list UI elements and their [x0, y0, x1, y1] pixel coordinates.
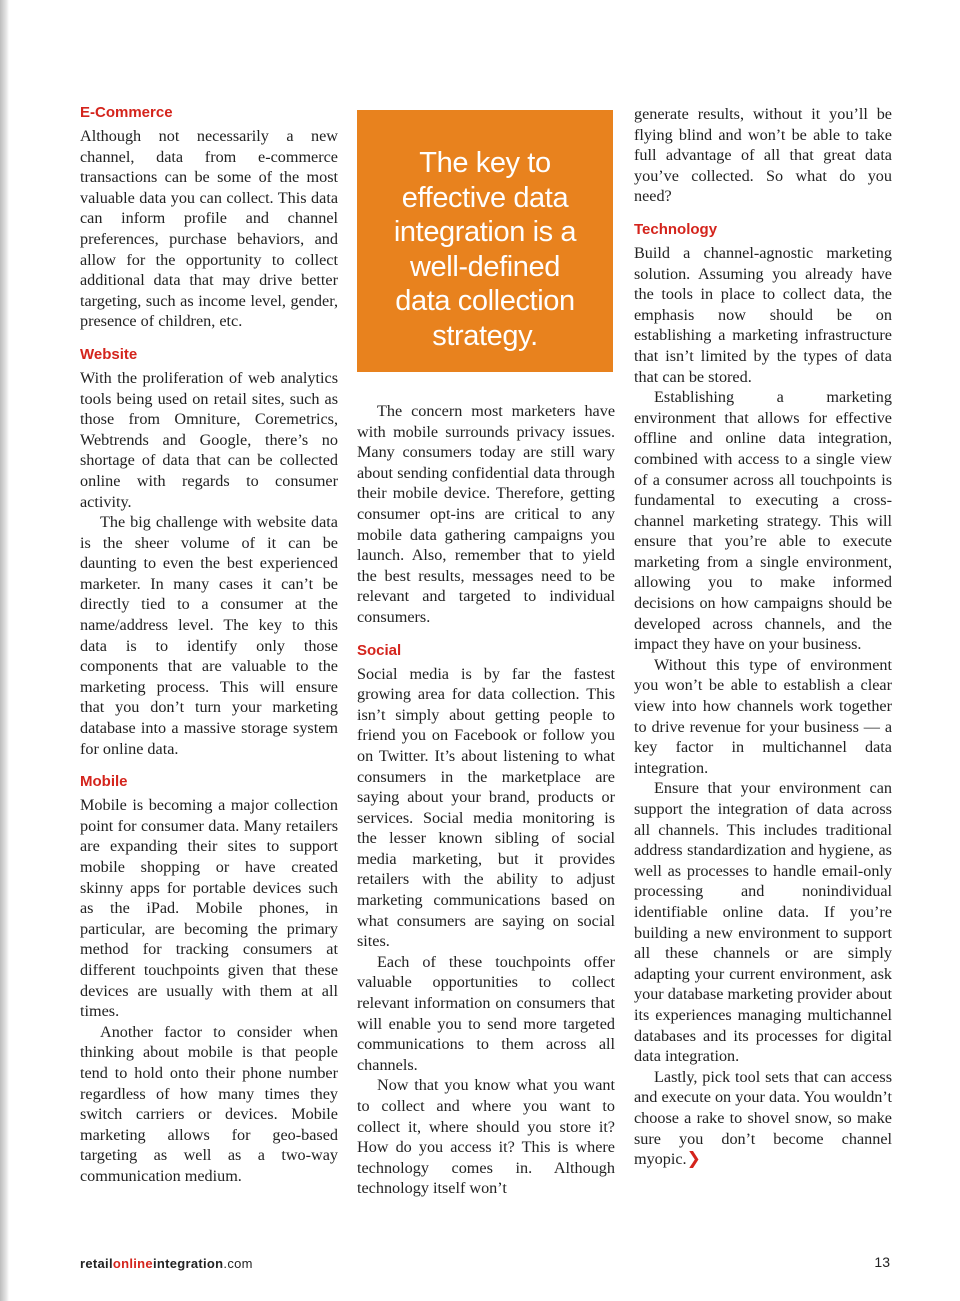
- paragraph-final: [634, 1067, 892, 1170]
- paragraph: Now that you know what you want to collect and where you want to collect it, where should you store it? How do you access it? This is where technology comes in. Although technology itself won’t: [357, 1076, 615, 1198]
- heading-social: Social: [357, 641, 402, 659]
- brand-integration: integration: [152, 1256, 224, 1271]
- pull-quote: The key to effective data integration is a well-defined data collection strategy.: [357, 110, 613, 372]
- heading-website: Website: [80, 345, 138, 363]
- heading-ecommerce: E-Commerce: [80, 104, 173, 121]
- paragraph: Although not necessarily a new channel, data from e-commerce transactions can be some of the most valuable data you can collect. This data can inform profile and channel preferences, purchase behaviors, and allow for the opportunity to collect additional data that may drive better targeting, such as income level, gender, presence of children, etc.: [80, 127, 338, 331]
- paragraph: Mobile is becoming a major collection point for consumer data. Many retailers are expanding their sites to support mobile shopping or have created skinny apps for portable devices such as the iPad. Mobile phones, in particular, are becoming the primary method for tracking consumers at different touchpoints given that these devices are usually with them at all times.: [80, 796, 338, 1021]
- paragraph: Without this type of environment you won’t be able to establish a clear view into how channels work together to drive revenue for your business — a key factor in multichannel data integration.: [634, 655, 892, 777]
- page-number: 13: [874, 1254, 890, 1270]
- paragraph: Social media is by far the fastest growing area for data collection. This isn’t simply about getting people to friend you on Facebook or follow you on Twitter. It’s about listening to what consumers in the marketplace are saying about your brand, products or services. Social media monitoring is the lesser known sibling of social media marketing, but it provides retailers with the ability to adjust marketing communications based on what consumers are saying on social sites.: [357, 664, 615, 951]
- paragraph: Ensure that your environment can support the integration of data across all channels. This includes traditional address standardization and hygiene, as well as processes to handle email-only processing and nonindividual identifiable online data. If you’re building a new environment to support all these channels or are simply adapting your current environment, ask your database marketing provider about its experiences managing multichannel databases and its processes for digital data integration.: [634, 779, 893, 1066]
- paragraph: Build a channel-agnostic marketing solution. Assuming you already have the tools in place to collect data, the emphasis now should be on establishing a marketing infrastructure that isn’t limited by the types of data that can be stored.: [634, 243, 892, 386]
- heading-mobile: Mobile: [80, 773, 128, 791]
- paragraph: generate results, without it you’ll be flying blind and won’t be able to take full advantage of all that great data you’ve collected. So what do you need?: [634, 105, 892, 206]
- paragraph: The big challenge with website data is the sheer volume of it can be daunting to even the best experienced marketer. In many cases it can’t be directly tied to a consumer at the name/address level. The key to this data is to identify only those components that are valuable to the marketing process. This will ensure that you don’t turn your marketing database into a massive storage system for online data.: [80, 513, 338, 758]
- column-1: [80, 104, 338, 1187]
- paragraph: With the proliferation of web analytics tools being used on retail sites, such as those from Omniture, Coremetrics, Webtrends and Google, there’s no shortage of data that can be collected online with regards to consumer activity.: [80, 368, 338, 511]
- page-binding-shadow: [0, 0, 9, 1301]
- end-of-article-icon: ❯: [686, 1149, 701, 1169]
- footer-brand: [80, 1256, 253, 1271]
- brand-online: online: [112, 1256, 153, 1271]
- brand-suffix: .com: [223, 1256, 253, 1271]
- paragraph: The concern most marketers have with mobile surrounds privacy issues. Many consumers today are still wary about sending confidential data through their mobile device. Therefore, getting consumer opt-ins are critical to any mobile data gathering campaigns you launch. Also, remember that to yield the best results, messages need to be relevant and targeted to individual consumers.: [357, 402, 615, 626]
- heading-technology: Technology: [634, 220, 718, 238]
- column-2: [357, 104, 615, 1199]
- column-3: [634, 104, 892, 1170]
- paragraph: Each of these touchpoints offer valuable opportunities to collect relevant information on consumers that will enable you to send more targeted communications to them across all channels.: [357, 952, 615, 1074]
- brand-retail: retail: [80, 1256, 113, 1271]
- paragraph: Another factor to consider when thinking about mobile is that people tend to hold onto their phone number regardless of how many times they switch carriers or devices. Mobile marketing allows for geo-based targeting as well as a two-way communication medium.: [80, 1022, 338, 1185]
- paragraph: Establishing a marketing environment that allows for effective offline and online data integration, combined with access to a single view of a consumer across all touchpoints is fundamental to executing a cross-channel marketing strategy. This will ensure that you’re able to execute marketing from a single environment, allowing you to make informed decisions on how campaigns should be developed across channels, and the impact they have on your business.: [634, 388, 892, 654]
- final-text: Lastly, pick tool sets that can access and execute on your data. You wouldn’t choose a rake to shovel snow, so make sure you don’t become channel myopic.: [634, 1067, 892, 1169]
